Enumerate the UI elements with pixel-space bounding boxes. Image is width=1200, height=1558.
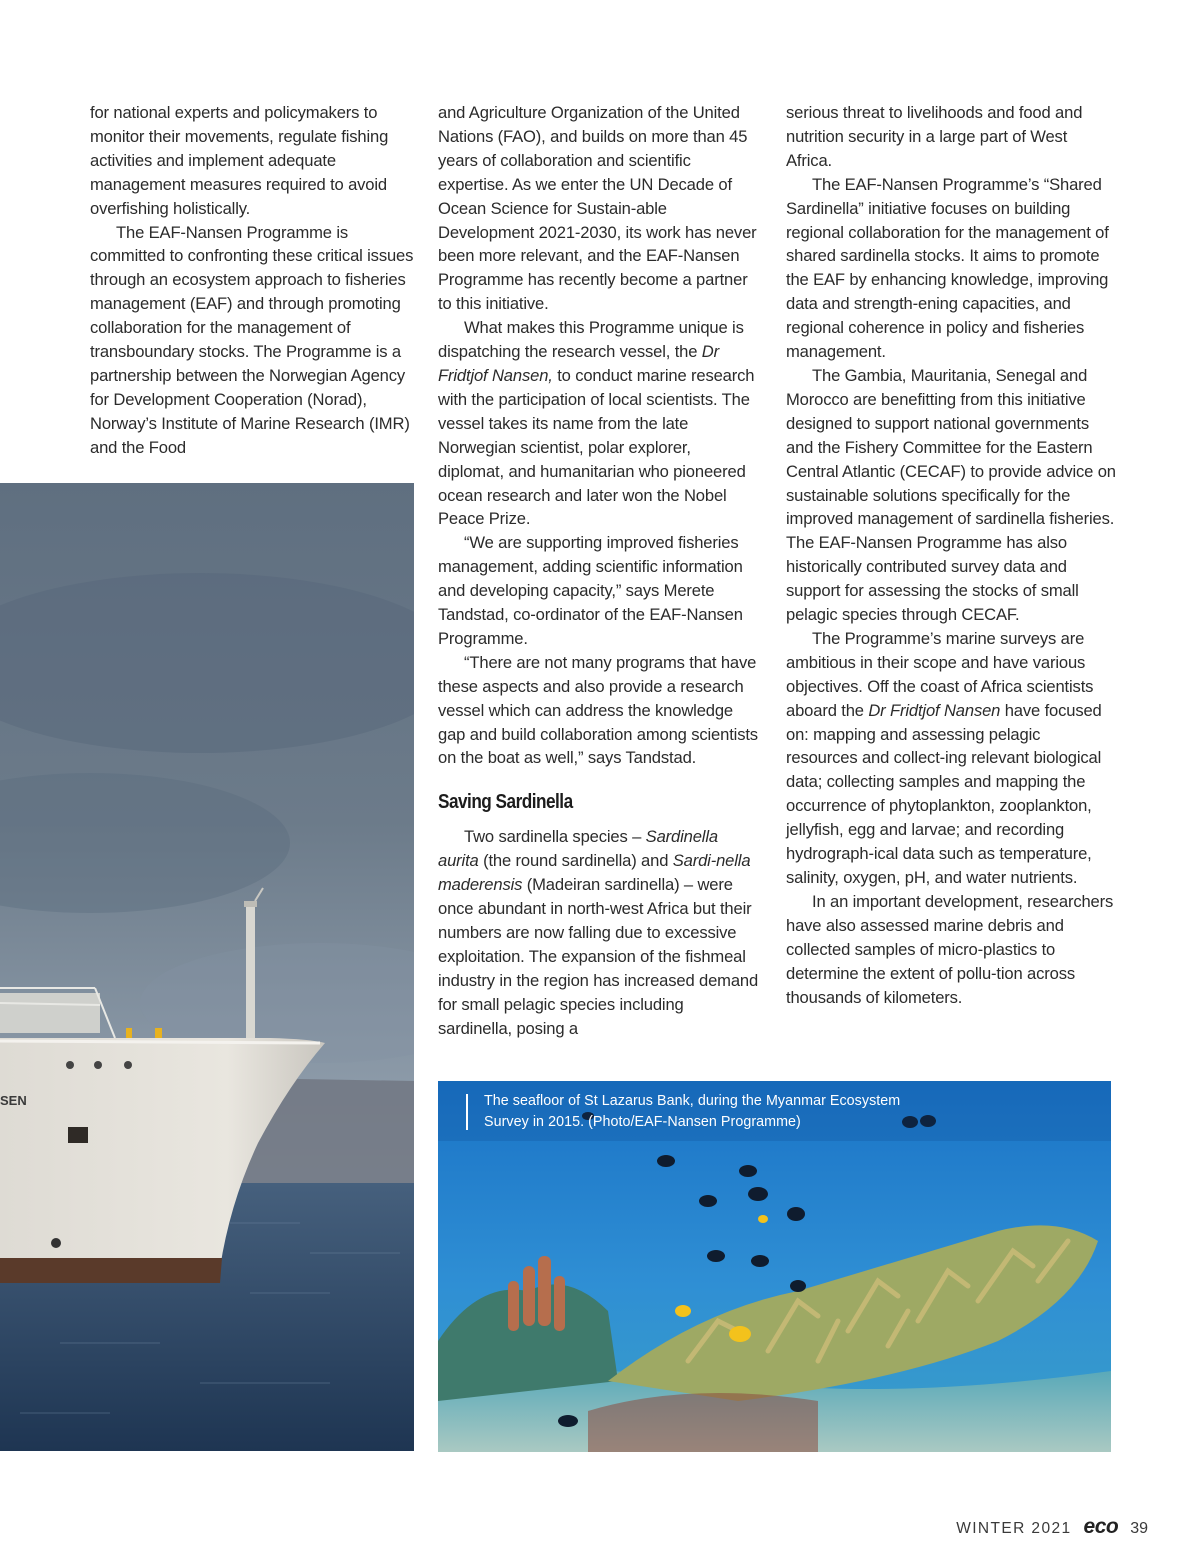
caption-rule: [466, 1094, 468, 1130]
paragraph: The EAF-Nansen Programme’s “Shared Sardinella” initiative focuses on building regional collaboration for the management of shared sardinella stocks. It aims to promote the EAF by enhancing knowledge, improving data and strength-ening capacities, and regional coherence in policy and fisheries management.: [786, 174, 1109, 362]
paragraph: What makes this Programme unique is dispatching the research vessel, the Dr Fridtjof Nansen, to conduct marine research with the participation of local scientists. The vessel takes its name from the late Norwegian scientist, polar explorer, diplomat, and humanitarian who pioneered ocean research and later won the Nobel Peace Prize.: [438, 318, 755, 529]
text-column-3: [786, 101, 1116, 1009]
paragraph: “There are not many programs that have these aspects and also provide a research vessel which can address the knowledge gap and build collaboration among scientists on the boat as well,” says Tandstad.: [438, 652, 758, 768]
section-heading: Saving Sardinella: [438, 791, 573, 814]
paragraph: Two sardinella species – Sardinella aurita (the round sardinella) and Sardi-nella maderensis (Madeiran sardinella) – were once abundant in north-west Africa but their numbers are now falling due to excessive exploitation. The expansion of the fishmeal industry in the region has increased demand for small pelagic species including sardinella, posing a: [438, 827, 759, 1038]
paragraph: serious threat to livelihoods and food and nutrition security in a large part of West Africa.: [786, 103, 1083, 170]
photo-caption: [484, 1091, 1004, 1132]
caption-line: Survey in 2015. (Photo/EAF-Nansen Programme): [484, 1113, 801, 1130]
paragraph: In an important development, researchers have also assessed marine debris and collected samples of micro-plastics to determine the extent of pollu-tion across thousands of kilometers.: [786, 891, 1114, 1007]
paragraph: The Programme’s marine surveys are ambitious in their scope and have various objectives. Off the coast of Africa scientists aboard the Dr Fridtjof Nansen have focused on: mapping and assessing pelagic resources and collect-ing relevant biological data; collecting samples and mapping the occurrence of phytoplankton, zooplankton, jellyfish, egg and larvae; and recording hydrograph-ical data such as temperature, salinity, oxygen, pH, and water nutrients.: [786, 628, 1102, 887]
paragraph: The Gambia, Mauritania, Senegal and Morocco are benefitting from this initiative designed to support national governments and the Fishery Committee for the Eastern Central Atlantic (CECAF) to provide advice on sustainable solutions specifically for the improved management of sardinella fisheries. The EAF-Nansen Programme has also historically contributed survey data and support for assessing the stocks of small pelagic species through CECAF.: [786, 365, 1116, 625]
ship-photo: [0, 483, 414, 1451]
reef-photo: [438, 1081, 1111, 1452]
page-number: 39: [1130, 1520, 1148, 1537]
paragraph: and Agriculture Organization of the United Nations (FAO), and builds on more than 45 years of collaboration and scientific expertise. As we enter the UN Decade of Ocean Science for Sustain-able Development 2021-2030, its work has never been more relevant, and the EAF-Nansen Programme has recently become a partner to this initiative.: [438, 103, 757, 314]
issue-label: WINTER 2021: [956, 1520, 1072, 1537]
text-column-1: [90, 101, 416, 460]
caption-line: The seafloor of St Lazarus Bank, during the Myanmar Ecosystem: [484, 1093, 901, 1109]
page-footer: [956, 1515, 1148, 1539]
paragraph: for national experts and policymakers to monitor their movements, regulate fishing activities and implement adequate management measures required to avoid overfishing holistically.: [90, 103, 389, 218]
magazine-logo: eco: [1083, 1515, 1119, 1538]
paragraph: The EAF-Nansen Programme is committed to confronting these critical issues through an ecosystem approach to fisheries management (EAF) and through promoting collaboration for the management of transboundary stocks. The Programme is a partnership between the Norwegian Agency for Development Cooperation (Norad), Norway’s Institute of Marine Research (IMR) and the Food: [90, 222, 414, 457]
hull-lettering: SEN: [0, 1093, 27, 1108]
text-column-2: [438, 101, 760, 1041]
paragraph: “We are supporting improved fisheries management, adding scientific information and developing capacity,” says Merete Tandstad, co-ordinator of the EAF-Nansen Programme.: [438, 533, 743, 648]
